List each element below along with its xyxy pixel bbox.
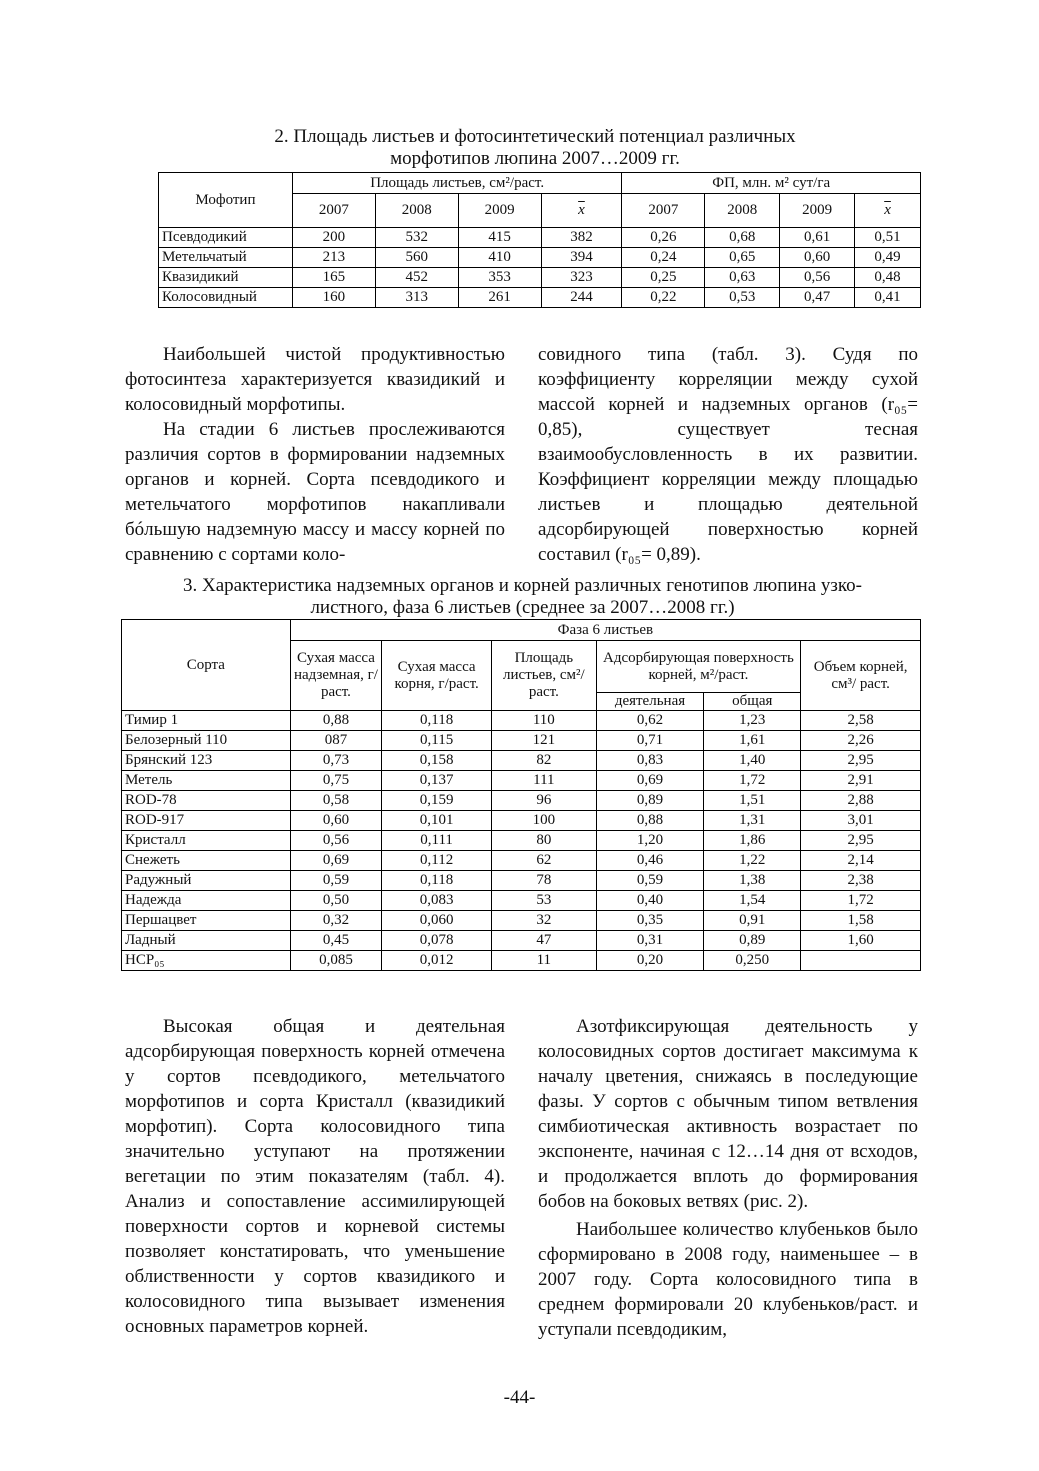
table-cell: 087 [290, 731, 381, 751]
table-cell: 2,26 [801, 731, 921, 751]
table-cell: 0,101 [382, 811, 492, 831]
table-cell: 1,60 [801, 931, 921, 951]
table2-header-area: Площадь листьев, см²/раст. [292, 173, 621, 194]
table-cell: 0,32 [290, 911, 381, 931]
table-row [122, 731, 921, 751]
table2 [158, 172, 921, 308]
table3-header-total: общая [704, 693, 801, 711]
table3-caption-line2: листного, фаза 6 листьев (среднее за 2007…2008 гг.) [310, 597, 735, 618]
table2-year: 2007 [292, 194, 375, 228]
table-row [159, 228, 921, 248]
table-cell: 0,118 [382, 871, 492, 891]
table2-header-morph: Мофотип [159, 173, 293, 228]
table-cell: 111 [492, 771, 597, 791]
table-cell: 0,111 [382, 831, 492, 851]
table-cell: 0,73 [290, 751, 381, 771]
table-cell: 0,26 [622, 228, 705, 248]
table-cell: 0,71 [596, 731, 704, 751]
table3-header-volume: Объем корней, см³/ раст. [801, 641, 921, 711]
table-cell: 452 [375, 268, 458, 288]
table-row [122, 951, 921, 971]
table-cell: 0,083 [382, 891, 492, 911]
table-cell: 2,14 [801, 851, 921, 871]
table2-caption-line2: морфотипов люпина 2007…2009 гг. [390, 148, 680, 169]
table-row [122, 711, 921, 731]
table-cell: 0,91 [704, 911, 801, 931]
table-cell: 2,58 [801, 711, 921, 731]
table2-header-fp: ФП, млн. м² сут/га [622, 173, 921, 194]
table2-caption [150, 126, 920, 170]
table-cell: 1,54 [704, 891, 801, 911]
table-cell: 2,38 [801, 871, 921, 891]
table-cell: 0,158 [382, 751, 492, 771]
table3 [121, 619, 921, 971]
row-name: Першацвет [122, 911, 291, 931]
table-cell: 0,46 [596, 851, 704, 871]
table-cell: 0,65 [705, 248, 780, 268]
table3-header-adsorb: Адсорбирующая поверхность корней, м²/раст. [596, 641, 801, 693]
table-cell: 0,63 [705, 268, 780, 288]
table-cell: 0,50 [290, 891, 381, 911]
table-cell: 0,69 [596, 771, 704, 791]
table-cell: 0,58 [290, 791, 381, 811]
table-cell: 1,86 [704, 831, 801, 851]
row-name: Белозерный 110 [122, 731, 291, 751]
table-cell: 80 [492, 831, 597, 851]
table-cell: 110 [492, 711, 597, 731]
table-row [122, 771, 921, 791]
table2-body [159, 228, 921, 308]
table-cell: 78 [492, 871, 597, 891]
table-cell: 0,88 [290, 711, 381, 731]
table3-header-leaf-area: Площадь листьев, см²/ раст. [492, 641, 597, 711]
table-cell: 382 [541, 228, 622, 248]
table2-mean: $\overline{x}$ [855, 194, 921, 228]
text-left-2 [125, 1014, 505, 1339]
row-name: Кристалл [122, 831, 291, 851]
table-cell: 0,89 [596, 791, 704, 811]
table-cell: 165 [292, 268, 375, 288]
table-cell: 0,60 [780, 248, 855, 268]
table-cell: 0,59 [290, 871, 381, 891]
table-cell: 0,49 [855, 248, 921, 268]
table-cell: 0,48 [855, 268, 921, 288]
table-cell: 0,250 [704, 951, 801, 971]
table-cell: 82 [492, 751, 597, 771]
table-cell: 0,75 [290, 771, 381, 791]
table-cell: 0,078 [382, 931, 492, 951]
table-cell: 0,69 [290, 851, 381, 871]
row-name: Радужный [122, 871, 291, 891]
table-cell: 2,88 [801, 791, 921, 811]
table-cell [801, 951, 921, 971]
table-cell: 0,53 [705, 288, 780, 308]
table-cell: 1,23 [704, 711, 801, 731]
table-cell: 1,22 [704, 851, 801, 871]
table-cell: 0,51 [855, 228, 921, 248]
table-cell: 1,31 [704, 811, 801, 831]
table3-header-phase: Фаза 6 листьев [290, 620, 920, 641]
table-row [122, 931, 921, 951]
table-cell: 261 [458, 288, 541, 308]
table-cell: 0,112 [382, 851, 492, 871]
row-name: НСР₀₅ [122, 951, 291, 971]
table-cell: 53 [492, 891, 597, 911]
table3-caption-line1: 3. Характеристика надземных органов и корней различных генотипов люпина узко- [182, 575, 862, 596]
table2-year: 2009 [780, 194, 855, 228]
table2-year: 2008 [705, 194, 780, 228]
paragraph: Высокая общая и деятельная адсорбирующая поверхность корней отмечена у сортов псевдодикого, метельчатого морфотипов и сорта Кристалл (квазидикий морфотип). Сорта колосовидного типа значительно уступают на протяжении вегетации по этим показателям (табл. 4). Анализ и сопоставление ассимилирующей поверхности сортов и корневой системы позволяет констатировать, что уменьшение облиственности у сортов квазидикого и колосовидного типа вызывает изменения основных параметров корней. [125, 1016, 505, 1337]
table-cell: 0,060 [382, 911, 492, 931]
table-cell: 0,35 [596, 911, 704, 931]
table-cell: 0,60 [290, 811, 381, 831]
table-cell: 0,40 [596, 891, 704, 911]
table-row [122, 831, 921, 851]
table-cell: 3,01 [801, 811, 921, 831]
row-name: Снежеть [122, 851, 291, 871]
table-cell: 1,72 [704, 771, 801, 791]
table-cell: 410 [458, 248, 541, 268]
table-cell: 532 [375, 228, 458, 248]
table-cell: 62 [492, 851, 597, 871]
paragraph: Наибольшее количество клубеньков было сформировано в 2008 году, наименьшее – в 2007 году. Сорта колосовидного типа в среднем формировали 20 клубеньков/раст. и уступали псевдодиким, [538, 1219, 918, 1340]
table-cell: 1,61 [704, 731, 801, 751]
table-cell: 0,012 [382, 951, 492, 971]
table-cell: 200 [292, 228, 375, 248]
row-name: ROD-917 [122, 811, 291, 831]
table-cell: 0,56 [290, 831, 381, 851]
table2-mean: $\overline{x}$ [541, 194, 622, 228]
table-cell: 415 [458, 228, 541, 248]
paragraph: Азотфиксирующая деятельность у колосовидных сортов достигает максимума к началу цветения, снижаясь в последующие фазы. У сортов с обычным типом ветвления симбиотическая активность возрастает по экспоненте, начиная с 12…14 дня от всходов, и продолжается вплоть до формирования бобов на боковых ветвях (рис. 2). [538, 1016, 918, 1212]
table-cell: 0,31 [596, 931, 704, 951]
table-cell: 0,88 [596, 811, 704, 831]
table-cell: 1,20 [596, 831, 704, 851]
text-left-1 [125, 342, 505, 567]
row-name: ROD-78 [122, 791, 291, 811]
table-cell: 394 [541, 248, 622, 268]
table-row [122, 871, 921, 891]
table3-caption [125, 575, 920, 619]
table-cell: 0,45 [290, 931, 381, 951]
table-cell: 0,159 [382, 791, 492, 811]
table-cell: 213 [292, 248, 375, 268]
table-cell: 0,118 [382, 711, 492, 731]
table-cell: 313 [375, 288, 458, 308]
text-right-2 [538, 1014, 918, 1342]
table-cell: 0,137 [382, 771, 492, 791]
table-cell: 0,61 [780, 228, 855, 248]
table-cell: 0,115 [382, 731, 492, 751]
table2-year: 2009 [458, 194, 541, 228]
paragraph: Наибольшей чистой продуктивностью фотосинтеза характеризуется квазидикий и колосовидный морфотипы. [125, 344, 505, 415]
table-cell: 1,38 [704, 871, 801, 891]
row-name: Надежда [122, 891, 291, 911]
table-cell: 0,22 [622, 288, 705, 308]
table-cell: 0,25 [622, 268, 705, 288]
table-cell: 0,085 [290, 951, 381, 971]
table-cell: 47 [492, 931, 597, 951]
table-cell: 0,47 [780, 288, 855, 308]
row-name: Псевдодикий [159, 228, 293, 248]
table3-header-dry-above: Сухая масса надземная, г/раст. [290, 641, 381, 711]
table-cell: 0,20 [596, 951, 704, 971]
table-cell: 1,51 [704, 791, 801, 811]
table-cell: 121 [492, 731, 597, 751]
table-row [122, 791, 921, 811]
table-row [122, 851, 921, 871]
table-cell: 160 [292, 288, 375, 308]
table2-year: 2007 [622, 194, 705, 228]
row-name: Метельчатый [159, 248, 293, 268]
text-right-1 [538, 342, 918, 567]
table-cell: 0,24 [622, 248, 705, 268]
table-row [122, 911, 921, 931]
table2-caption-line1: 2. Площадь листьев и фотосинтетический потенциал различных [274, 126, 796, 147]
table-row [159, 248, 921, 268]
paragraph: совидного типа (табл. 3). Судя по коэффициенту корреляции между сухой массой корней и надземных органов (r₀₅= 0,85), существует тесная взаимообусловленность в их развитии. Коэффициент корреляции между площадью листьев и площадью деятельной адсорбирующей поверхностью корней составил (r₀₅= 0,89). [538, 344, 918, 565]
table-cell: 353 [458, 268, 541, 288]
table-cell: 96 [492, 791, 597, 811]
table-cell: 244 [541, 288, 622, 308]
table-cell: 0,83 [596, 751, 704, 771]
row-name: Квазидикий [159, 268, 293, 288]
page-number: -44- [503, 1387, 536, 1408]
table-cell: 32 [492, 911, 597, 931]
table-cell: 0,62 [596, 711, 704, 731]
table-cell: 0,89 [704, 931, 801, 951]
row-name: Ладный [122, 931, 291, 951]
table-cell: 2,95 [801, 751, 921, 771]
table-row [159, 288, 921, 308]
table-row [122, 891, 921, 911]
table-cell: 0,68 [705, 228, 780, 248]
table3-header-dry-root: Сухая масса корня, г/раст. [382, 641, 492, 711]
table-row [159, 268, 921, 288]
row-name: Колосовидный [159, 288, 293, 308]
table-cell: 1,72 [801, 891, 921, 911]
table-cell: 2,91 [801, 771, 921, 791]
paragraph: На стадии 6 листьев прослеживаются различия сортов в формировании надземных органов и корней. Сорта псевдодикого и метельчатого морфотипов накапливали бóльшую надземную массу и массу корней по сравнению с сортами коло- [125, 419, 505, 565]
table-cell: 0,59 [596, 871, 704, 891]
table3-header-sort: Сорта [122, 620, 291, 711]
table2-year: 2008 [375, 194, 458, 228]
table-row [122, 811, 921, 831]
table-cell: 100 [492, 811, 597, 831]
table-cell: 560 [375, 248, 458, 268]
table-cell: 0,56 [780, 268, 855, 288]
table-cell: 2,95 [801, 831, 921, 851]
table-cell: 1,58 [801, 911, 921, 931]
row-name: Тимир 1 [122, 711, 291, 731]
table-cell: 0,41 [855, 288, 921, 308]
table3-header-active: деятельная [596, 693, 704, 711]
table-cell: 11 [492, 951, 597, 971]
row-name: Брянский 123 [122, 751, 291, 771]
table-cell: 1,40 [704, 751, 801, 771]
table-row [122, 751, 921, 771]
table-cell: 323 [541, 268, 622, 288]
table3-body [122, 711, 921, 971]
row-name: Метель [122, 771, 291, 791]
